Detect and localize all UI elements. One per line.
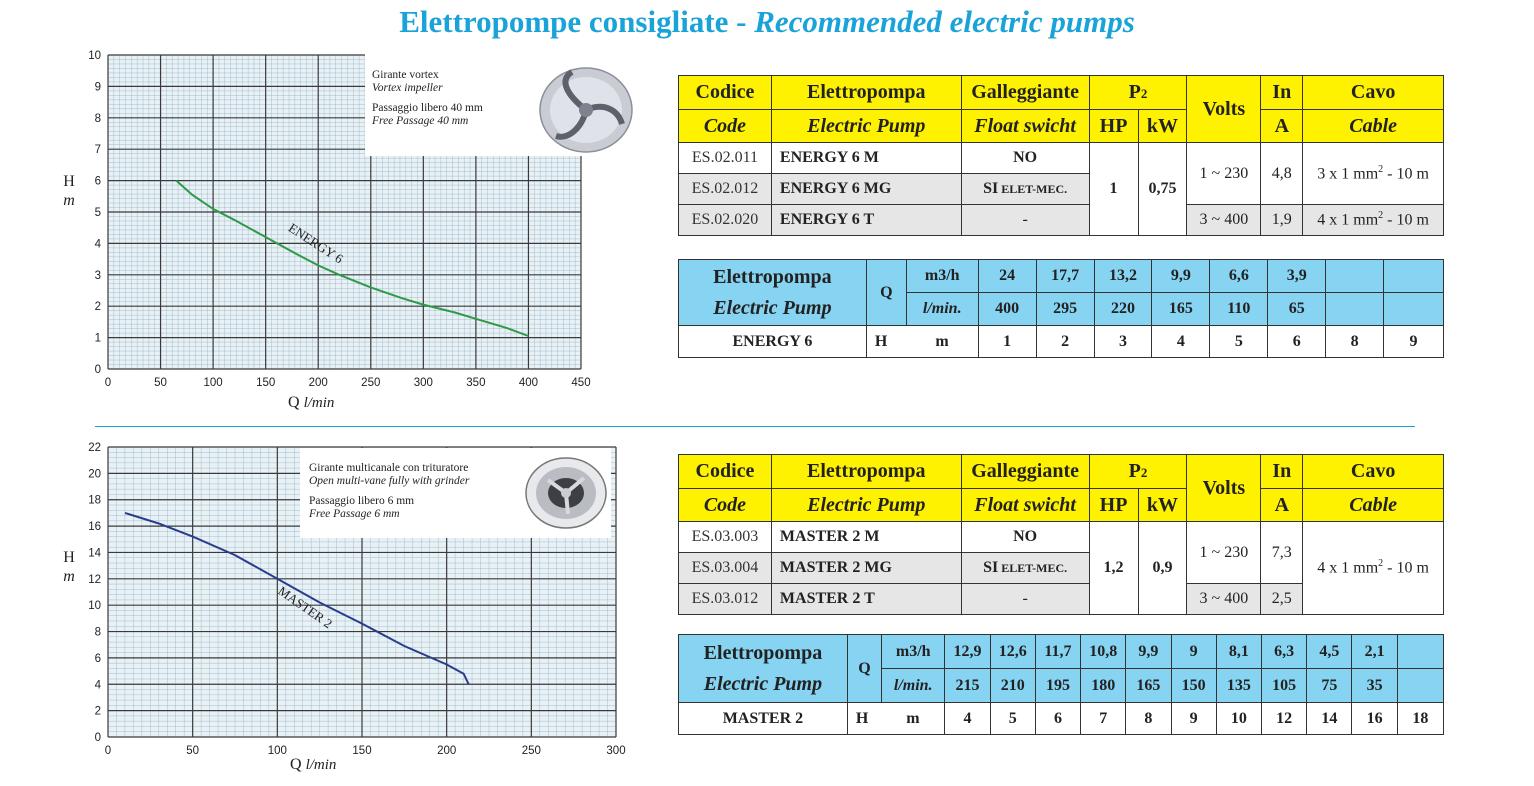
table-cell: 4 [1152,326,1210,358]
header-code: Code [679,110,772,143]
header-galleggiante: Galleggiante [961,76,1089,110]
y-tick-label: 16 [88,521,101,534]
table-row: ES.03.004 MASTER 2 MG SI ELET-MEC. [679,553,1444,584]
header-volts: Volts [1187,76,1261,143]
y-tick-label: 4 [94,679,101,692]
x-tick-label: 0 [104,377,112,389]
table-cell: 9 [1384,326,1444,358]
x-tick-label: 300 [413,377,433,389]
x-tick-label: 300 [606,745,626,757]
table-cell: 17,7 [1036,260,1094,293]
y-tick-label: 20 [88,468,101,481]
table-row: ES.02.012 ENERGY 6 MG SI ELET-MEC. [679,174,1444,205]
table-cell: 215 [945,669,990,703]
table-cell: 10,8 [1081,635,1126,669]
y-tick-label: 5 [94,207,101,219]
header-cable: Cable [1303,489,1444,522]
table-cell: ENERGY 6 [679,326,867,358]
table-cell [1397,635,1443,669]
table-cell: 180 [1081,669,1126,703]
table-cell: 9 [1171,635,1216,669]
y-tick-label: 6 [94,652,101,665]
table-cell: 6,6 [1210,260,1268,293]
header-electric-pump: Electric Pump [771,110,961,143]
header-a: A [1261,110,1303,143]
table-cell: Q [866,260,906,326]
table-cell: 10 [1216,703,1261,735]
page-title: Elettropompe consigliate - Recommended electric pumps [399,4,1135,39]
table-cell: 12,6 [990,635,1035,669]
y-axis-label: H m [63,549,75,585]
table-row [679,635,1444,669]
table-cell: 3 [1094,326,1152,358]
table-cell [1326,293,1384,326]
y-tick-label: 12 [88,573,101,586]
master-performance-table [678,634,1444,735]
vortex-impeller-image [538,66,634,154]
y-tick-label: 22 [88,442,101,454]
y-tick-label: 14 [88,547,101,560]
table-cell: 4,5 [1307,635,1352,669]
x-tick-label: 150 [352,745,372,757]
header-p2: P2 [1089,76,1187,110]
x-tick-label: 0 [104,745,112,757]
header-in: In [1261,455,1303,489]
x-tick-label: 250 [361,377,381,389]
curve-label-master: MASTER 2 [275,583,336,632]
y-tick-label: 1 [94,332,101,345]
x-tick-label: 350 [466,377,486,389]
table-cell: 165 [1152,293,1210,326]
header-elettropompa: Elettropompa [771,76,961,110]
table-cell: Elettropompa Electric Pump [679,635,848,703]
y-tick-label: 0 [94,732,101,744]
table-cell: 13,2 [1094,260,1152,293]
table-cell: 12 [1262,703,1307,735]
header-elettropompa: Elettropompa [771,455,961,489]
table-cell: 150 [1171,669,1216,703]
table-cell: 16 [1352,703,1397,735]
table-cell: MASTER 2 [679,703,848,735]
energy-performance-table [678,259,1444,358]
header-cavo: Cavo [1303,455,1444,489]
table-cell: 9,9 [1152,260,1210,293]
table-cell: m [906,326,978,358]
table-cell: Q [847,635,881,703]
table-cell [1326,260,1384,293]
table-cell: Elettropompa Electric Pump [679,260,867,326]
table-cell: 165 [1126,669,1171,703]
table-cell: 8 [1326,326,1384,358]
header-a: A [1261,489,1303,522]
table-row [679,326,1444,358]
table-cell: 65 [1268,293,1326,326]
x-tick-label: 450 [571,377,591,389]
table-row: ES.03.012 MASTER 2 T - 3 ~ 400 2,5 [679,584,1444,615]
table-cell: 5 [990,703,1035,735]
grinder-impeller-image [524,456,608,530]
table-cell: 9,9 [1126,635,1171,669]
y-tick-label: 2 [94,705,101,718]
table-cell: 2 [1036,326,1094,358]
y-tick-label: 18 [88,494,101,507]
table-cell: 4 [945,703,990,735]
y-tick-label: 10 [88,600,101,613]
table-cell: 3,9 [1268,260,1326,293]
header-code: Code [679,489,772,522]
table-cell: m3/h [882,635,945,669]
header-hp: HP [1089,110,1138,143]
x-axis-label: Q l/min [290,756,337,773]
table-cell: 220 [1094,293,1152,326]
impeller-info: Girante multicanale con trituratore Open multi-vane fully with grinder Passaggio libero 6 mm Free Passage 6 mm [300,448,611,538]
header-kw: kW [1138,489,1187,522]
table-cell: 8,1 [1216,635,1261,669]
y-tick-label: 8 [94,626,101,639]
table-cell: 6 [1268,326,1326,358]
table-cell: 6 [1035,703,1080,735]
header-cavo: Cavo [1303,76,1444,110]
table-row [679,260,1444,293]
table-cell: 400 [978,293,1036,326]
x-axis-label: Q l/min [288,394,335,411]
table-cell: 14 [1307,703,1352,735]
table-cell: 5 [1210,326,1268,358]
table-cell: 24 [978,260,1036,293]
section-divider [95,426,1415,427]
header-codice: Codice [679,455,772,489]
table-cell [1384,293,1444,326]
header-cable: Cable [1303,110,1444,143]
table-cell: 110 [1210,293,1268,326]
header-volts: Volts [1187,455,1261,522]
y-tick-label: 4 [94,238,101,251]
table-cell: H [866,326,906,358]
table-cell: 75 [1307,669,1352,703]
table-row [679,703,1444,735]
table-cell: 7 [1081,703,1126,735]
table-row: ES.02.020 ENERGY 6 T - 3 ~ 400 1,9 4 x 1 $mm^2 - 10$ m [679,205,1444,236]
table-cell: 6,3 [1262,635,1307,669]
table-cell: 210 [990,669,1035,703]
x-tick-label: 150 [256,377,276,389]
y-tick-label: 6 [94,175,101,188]
y-tick-label: 7 [94,144,101,157]
y-tick-label: 0 [94,364,101,376]
table-cell: 195 [1035,669,1080,703]
x-tick-label: 250 [521,745,541,757]
header-codice: Codice [679,76,772,110]
table-cell: 105 [1262,669,1307,703]
header-float: Float swicht [961,489,1089,522]
table-row: ES.03.003 MASTER 2 M NO 1,2 0,9 1 ~ 230 7,3 4 x 1 $mm^2 - 10$ m [679,522,1444,553]
y-tick-label: 10 [88,50,101,62]
x-tick-label: 400 [518,377,539,389]
y-tick-label: 8 [94,112,101,125]
table-cell: 135 [1216,669,1261,703]
header-kw: kW [1138,110,1187,143]
table-cell: 11,7 [1035,635,1080,669]
header-p2: P2 [1089,455,1187,489]
table-cell: 2,1 [1352,635,1397,669]
table-cell: 12,9 [945,635,990,669]
table-cell [1397,669,1443,703]
impeller-info: Girante vortex Vortex impeller Passaggio libero 40 mm Free Passage 40 mm [365,54,643,156]
table-cell: 35 [1352,669,1397,703]
table-cell: l/min. [906,293,978,326]
x-tick-label: 200 [308,377,328,389]
table-cell: 18 [1397,703,1443,735]
table-cell: m [882,703,945,735]
header-in: In [1261,76,1303,110]
master-spec-table [678,454,1444,615]
curve-label-energy: ENERGY 6 [285,220,346,267]
header-galleggiante: Galleggiante [961,455,1089,489]
y-tick-label: 2 [94,301,101,314]
table-cell [1384,260,1444,293]
x-tick-label: 200 [437,745,457,757]
table-cell: 8 [1126,703,1171,735]
table-cell: m3/h [906,260,978,293]
x-tick-label: 50 [186,745,200,757]
table-cell: 9 [1171,703,1216,735]
header-float: Float swicht [961,110,1089,143]
table-cell: l/min. [882,669,945,703]
header-hp: HP [1089,489,1138,522]
x-tick-label: 100 [267,745,287,757]
header-electric-pump: Electric Pump [771,489,961,522]
x-tick-label: 100 [203,377,223,389]
table-cell: H [847,703,881,735]
table-cell: 1 [978,326,1036,358]
y-tick-label: 3 [94,269,101,282]
table-cell: 295 [1036,293,1094,326]
x-tick-label: 50 [154,377,167,389]
energy-spec-table [678,75,1444,236]
table-row: ES.02.011 ENERGY 6 M NO 1 0,75 1 ~ 230 4,8 3 x 1 $mm^2 - 10$ m [679,143,1444,174]
y-axis-label: H m [63,173,75,209]
y-tick-label: 9 [94,81,101,94]
